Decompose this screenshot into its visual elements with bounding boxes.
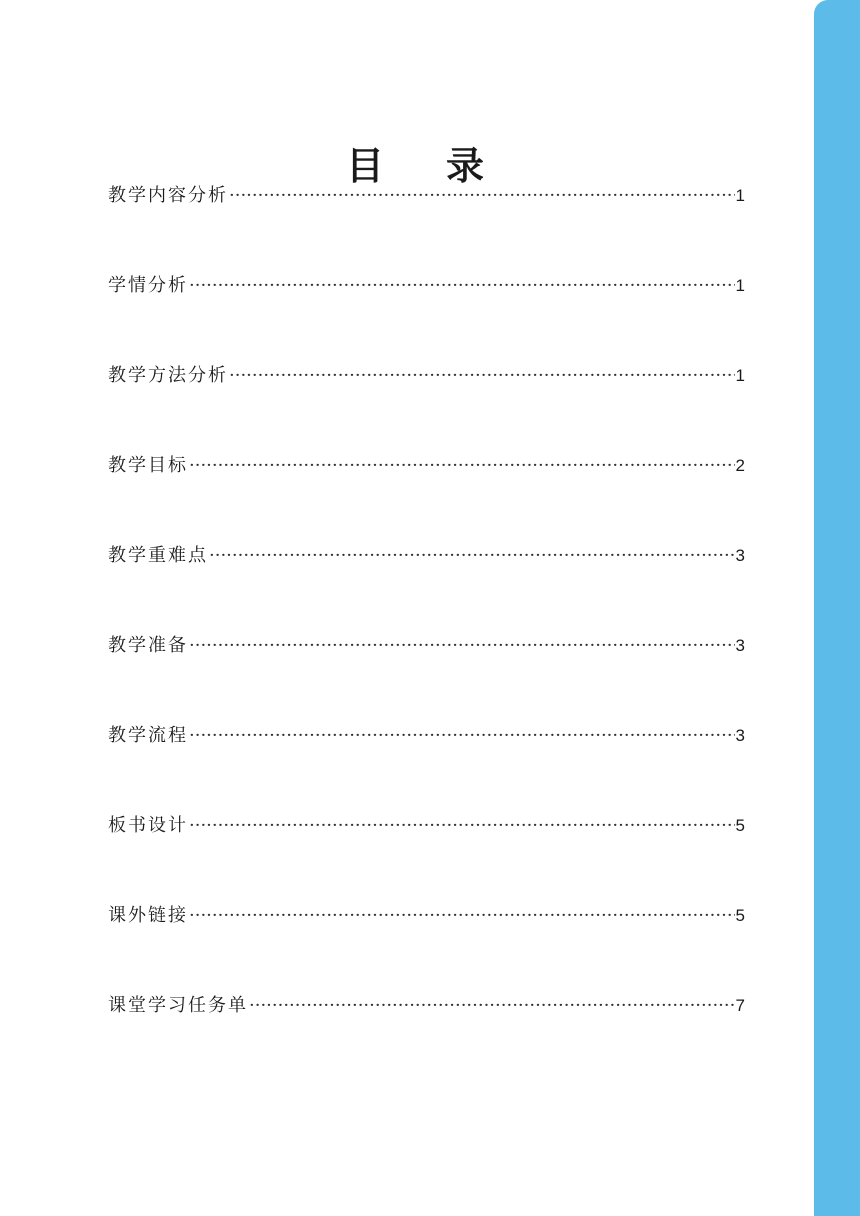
toc-entry-label: 教学准备 (108, 635, 188, 656)
table-of-contents (108, 178, 745, 1078)
toc-entry[interactable] (108, 898, 745, 988)
toc-entry-page: 3 (735, 546, 745, 565)
dot-leader (189, 268, 735, 304)
toc-entry-label: 教学方法分析 (108, 365, 228, 386)
toc-entry-label: 教学流程 (108, 725, 188, 746)
toc-entry-page: 1 (735, 186, 745, 205)
dot-leader (189, 448, 735, 484)
toc-entry-label: 教学目标 (108, 455, 188, 476)
dot-leader (189, 628, 735, 664)
toc-entry-page: 3 (735, 726, 745, 745)
dot-leader (229, 178, 735, 214)
dot-leader (249, 988, 735, 1024)
dot-leader (209, 538, 735, 574)
dot-leader (189, 718, 735, 754)
toc-entry[interactable] (108, 808, 745, 898)
toc-entry-page: 7 (735, 996, 745, 1015)
toc-entry-label: 课堂学习任务单 (108, 995, 248, 1016)
toc-entry[interactable] (108, 358, 745, 448)
toc-entry-label: 教学内容分析 (108, 185, 228, 206)
dot-leader (229, 358, 735, 394)
toc-entry[interactable] (108, 268, 745, 358)
toc-entry-label: 教学重难点 (108, 545, 208, 566)
dot-leader (189, 898, 735, 934)
toc-entry-page: 5 (735, 906, 745, 925)
toc-entry-label: 学情分析 (108, 275, 188, 296)
page-title-text: 目录 (345, 143, 546, 189)
toc-entry[interactable] (108, 448, 745, 538)
toc-entry[interactable] (108, 628, 745, 718)
dot-leader (189, 808, 735, 844)
toc-entry[interactable] (108, 988, 745, 1078)
toc-entry-page: 3 (735, 636, 745, 655)
toc-entry[interactable] (108, 538, 745, 628)
toc-entry[interactable] (108, 718, 745, 808)
toc-entry-page: 1 (735, 276, 745, 295)
toc-entry-label: 板书设计 (108, 815, 188, 836)
toc-entry-page: 2 (735, 456, 745, 475)
toc-entry-page: 1 (735, 366, 745, 385)
toc-entry[interactable] (108, 178, 745, 268)
toc-entry-label: 课外链接 (108, 905, 188, 926)
toc-entry-page: 5 (735, 816, 745, 835)
